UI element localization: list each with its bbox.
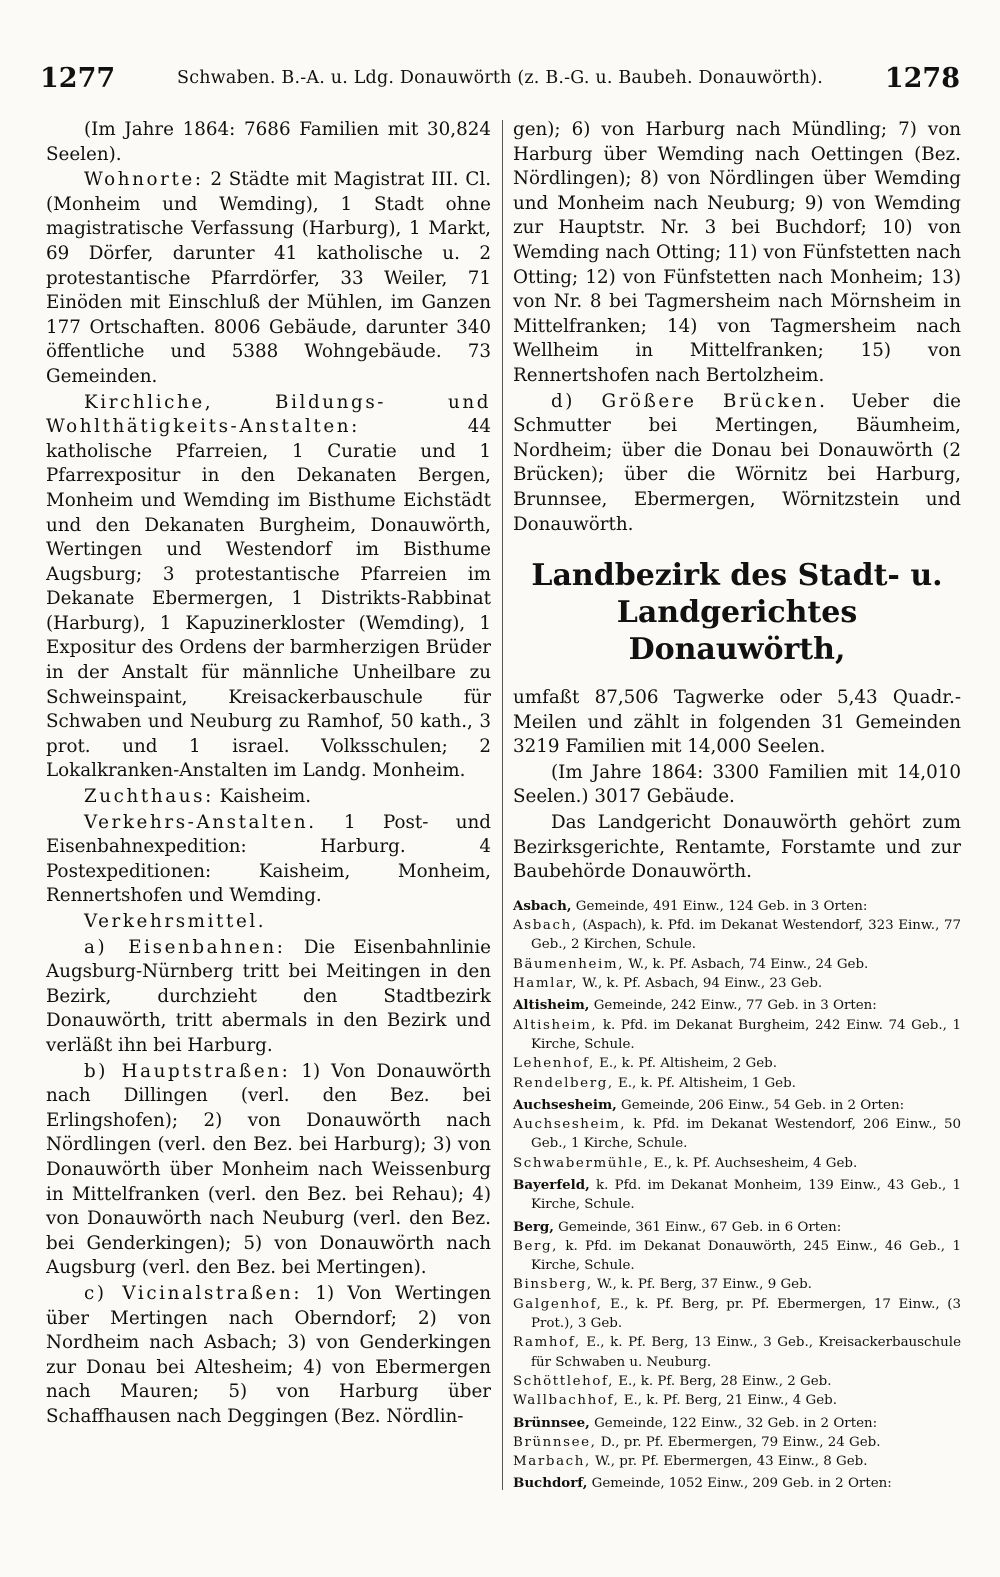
gazetteer-list [513, 897, 961, 1494]
place-name: Schwabermühle, [513, 1155, 650, 1171]
place-name: Berg, [513, 1238, 558, 1254]
place-name: Bayerfeld, [513, 1177, 590, 1193]
place-name: Schöttlehof, [513, 1373, 614, 1389]
place-name: Auchsesheim, [513, 1096, 617, 1113]
right-column [513, 118, 961, 1494]
gazetteer-place [513, 1452, 961, 1471]
gazetteer-municipality [513, 1218, 961, 1237]
gazetteer-place [513, 1433, 961, 1452]
bruecken-heading: d) Größere Brücken. [551, 390, 828, 412]
place-name: Marbach, [513, 1454, 591, 1470]
gazetteer-municipality [513, 1414, 961, 1433]
right-page-number: 1278 [884, 62, 960, 94]
place-name: Ramhof, [513, 1335, 581, 1351]
gazetteer-municipality [513, 1474, 961, 1493]
hauptstrassen-text: 1) Von Donauwörth nach Dillingen (verl. den Bez. bei Erlingshofen); 2) von Donauwörth nach Nördlingen (verl. den Bez. bei Harburg); 3) von Donauwörth über Monheim nach Weissenburg in Mittelfranken (verl. den Bez. bei Rehau); 4) von Donauwörth nach Neuburg (verl. den Bez. bei Genderkingen); 5) von Donauwörth nach Augsburg (verl. den Bez. bei Mertingen). [46, 1060, 491, 1279]
place-details: Gemeinde, 242 Einw., 77 Geb. in 3 Orten: [589, 998, 877, 1014]
place-name: Berg, [513, 1218, 554, 1235]
vicinalstrassen-continued: gen); 6) von Harburg nach Mündling; 7) von Harburg über Wemding nach Oettingen (Bez. Nördlingen); 8) von Nördlingen über Wemding und Monheim nach Neuburg; 9) von Wemding zur Hauptstr. Nr. 3 bei Buchdorf; 10) von Wemding nach Otting; 11) von Fünfstetten nach Otting; 12) von Fünfstetten nach Monheim; 13) von Nr. 8 bei Tagmersheim nach Mörnsheim in Mittelfranken; 14) von Tagmersheim nach Wellheim in Mittelfranken; 15) von Rennertshofen nach Bertolzheim. [513, 119, 961, 386]
eisenbahnen-paragraph [46, 936, 491, 1059]
wohnorte-heading: Wohnorte: [84, 169, 204, 191]
kirchliche-heading: Kirchliche, Bildungs- und Wohlthätigkeits-Anstalten: [46, 391, 491, 438]
place-details: Gemeinde, 361 Einw., 67 Geb. in 6 Orten: [553, 1219, 842, 1235]
gazetteer-municipality [513, 996, 961, 1015]
verkehrs-anstalten-text: 1 Post- und Eisenbahnexpedition: Harburg. 4 Postexpeditionen: Kaisheim, Monheim, Rennertshofen und Wemding. [46, 811, 491, 907]
left-column [46, 118, 491, 1430]
wohnorte-text: 2 Städte mit Magistrat III. Cl. (Monheim und Wemding), 1 Stadt ohne magistratische Verfassung (Harburg), 1 Markt, 69 Dörfer, darunter 41 katholische u. 2 protestantische Pfarrdörfer, 33 Weiler, 71 Einöden mit Einschluß der Mühlen, im Ganzen 177 Ortschaften. 8006 Gebäude, darunter 340 öffentliche und 5388 Wohngebäude. 73 Gemeinden. [46, 169, 492, 387]
place-details: W., k. Pf. Berg, 37 Einw., 9 Geb. [592, 1277, 812, 1293]
place-name: Buchdorf, [513, 1475, 588, 1492]
verkehrs-anstalten-paragraph [46, 811, 491, 909]
place-details: E., k. Pf. Berg, 13 Einw., 3 Geb., Kreisackerbauschule für Schwaben u. Neuburg. [531, 1335, 961, 1370]
place-details: E., k. Pf. Berg, 28 Einw., 2 Geb. [613, 1373, 832, 1389]
zuchthaus-paragraph [46, 785, 491, 810]
place-details: (Aspach), k. Pfd. im Dekanat Westendorf, 323 Einw., 77 Geb., 2 Kirchen, Schule. [531, 918, 961, 953]
hauptstrassen-paragraph [46, 1060, 491, 1281]
gazetteer-place [513, 955, 961, 974]
place-details: k. Pfd. im Dekanat Westendorf, 206 Einw., 50 Geb., 1 Kirche, Schule. [531, 1117, 961, 1152]
eisenbahnen-heading: a) Eisenbahnen: [84, 936, 286, 958]
intro-jurisdiction: Das Landgericht Donauwörth gehört zum Bezirksgerichte, Rentamte, Forstamte und zur Baubehörde Donauwörth. [513, 812, 961, 883]
gazetteer-place [513, 916, 961, 955]
kirchliche-text: 44 katholische Pfarreien, 1 Curatie und 1 Pfarrexpositur in den Dekanaten Bergen, Monheim und Wemding im Bisthume Eichstädt und den Dekanaten Burgheim, Donauwörth, Wertingen und Westendorf im Bisthume Augsburg; 3 protestantische Pfarreien im Dekanate Ebermergen, 1 Distrikts-Rabbinat (Harburg), 1 Kapuzinerkloster (Wemding), 1 Expositur des Ordens der barmherzigen Brüder in der Anstalt für männliche Unheilbare zu Schweinspaint, Kreisackerbauschule für Schwaben und Neuburg zu Ramhof, 50 kath., 3 prot. und 1 israel. Volksschulen; 2 Lokalkranken-Anstalten im Landg. Monheim. [46, 416, 491, 782]
place-name: Brünnsee, [513, 1434, 597, 1450]
gazetteer-place [513, 1372, 961, 1391]
place-name: Brünnsee, [513, 1414, 590, 1431]
hauptstrassen-heading: b) Hauptstraßen: [84, 1060, 291, 1082]
zuchthaus-heading: Zuchthaus: [84, 786, 214, 808]
vicinalstrassen-heading: c) Vicinalstraßen: [84, 1282, 303, 1304]
vicinalstrassen-text: 1) Von Wertingen über Mertingen nach Oberndorf; 2) von Nordheim nach Asbach; 3) von Genderkingen zur Donau bei Altesheim; 4) von Ebermergen nach Mauren; 5) von Harburg über Schaffhausen nach Deggingen (Bez. Nördlin- [46, 1282, 491, 1427]
bruecken-paragraph [513, 390, 961, 538]
place-details: E., k. Pf. Altisheim, 2 Geb. [594, 1056, 777, 1072]
gazetteer-place [513, 974, 961, 993]
place-name: Galgenhof, [513, 1296, 603, 1312]
vicinalstrassen-paragraph [46, 1282, 491, 1430]
gazetteer-place [513, 1275, 961, 1294]
gazetteer-place [513, 1054, 961, 1073]
place-details: E., k. Pf. Auchsesheim, 4 Geb. [649, 1155, 858, 1171]
place-details: Gemeinde, 1052 Einw., 209 Geb. in 2 Orten: [587, 1476, 892, 1492]
wohnorte-paragraph [46, 168, 491, 389]
place-details: Gemeinde, 122 Einw., 32 Geb. in 2 Orten: [589, 1415, 878, 1431]
section-title: Landbezirk des Stadt- u. Landgerichtes Donauwörth, [531, 558, 943, 668]
place-details: Gemeinde, 206 Einw., 54 Geb. in 2 Orten: [616, 1097, 905, 1113]
gazetteer-place [513, 1074, 961, 1093]
gazetteer-place [513, 1333, 961, 1372]
running-title: Schwaben. B.-A. u. Ldg. Donauwörth (z. B.-G. u. Baubeh. Donauwörth). [177, 68, 823, 88]
gazetteer-place [513, 1016, 961, 1055]
place-details: E., k. Pf. Berg, pr. Pf. Ebermergen, 17 Einw., (3 Prot.), 3 Geb. [531, 1296, 961, 1332]
eisenbahnen-text: Die Eisenbahnlinie Augsburg-Nürnberg tritt bei Meitingen in den Bezirk, durchzieht den Stadtbezirk Donauwörth, tritt abermals in den Bezirk und verläßt ihn bei Harburg. [46, 936, 491, 1056]
gazetteer-municipality [513, 1176, 961, 1215]
place-name: Lehenhof, [513, 1056, 595, 1072]
verkehrs-anstalten-heading: Verkehrs-Anstalten. [84, 811, 317, 833]
place-name: Binsberg, [513, 1277, 593, 1293]
place-details: k. Pfd. im Dekanat Monheim, 139 Einw., 43 Geb., 1 Kirche, Schule. [531, 1178, 961, 1213]
place-name: Asbach, [513, 897, 572, 914]
intro-area: umfaßt 87,506 Tagwerke oder 5,43 Quadr.-Meilen und zählt in folgenden 31 Gemeinden 3219 Familien mit 14,000 Seelen. [513, 687, 961, 758]
place-name: Wallbachhof, [513, 1393, 620, 1409]
intro-1864: (Im Jahre 1864: 3300 Familien mit 14,010 Seelen.) 3017 Gebäude. [513, 761, 961, 808]
zuchthaus-text: Kaisheim. [219, 786, 312, 808]
kirchliche-paragraph [46, 391, 491, 785]
gazetteer-municipality [513, 897, 961, 916]
verkehrsmittel-heading [46, 910, 491, 935]
families-note: (Im Jahre 1864: 7686 Familien mit 30,824 Seelen). [46, 119, 491, 165]
place-name: Rendelberg, [513, 1075, 614, 1091]
gazetteer-municipality [513, 1096, 961, 1115]
place-name: Asbach, [513, 918, 578, 934]
bruecken-text: Ueber die Schmutter bei Mertingen, Bäumheim, Nordheim; über die Donau bei Donauwörth (2 Brücken); über die Wörnitz bei Harburg, Brunnsee, Ebermergen, Wörnitzstein und Donauwörth. [513, 390, 961, 535]
place-details: k. Pfd. im Dekanat Donauwörth, 245 Einw., 46 Geb., 1 Kirche, Schule. [531, 1238, 961, 1274]
place-name: Bäumenheim, [513, 956, 625, 972]
gazetteer-place [513, 1391, 961, 1410]
place-details: D., pr. Pf. Ebermergen, 79 Einw., 24 Geb. [596, 1434, 881, 1450]
place-details: E., k. Pf. Berg, 21 Einw., 4 Geb. [619, 1393, 837, 1409]
left-page-number: 1277 [40, 62, 116, 94]
gazetteer-place [513, 1237, 961, 1276]
page-header [40, 58, 960, 98]
place-details: Gemeinde, 491 Einw., 124 Geb. in 3 Orten: [571, 898, 868, 914]
gazetteer-place [513, 1295, 961, 1334]
place-details: W., pr. Pf. Ebermergen, 43 Einw., 8 Geb. [590, 1454, 868, 1470]
place-name: Altisheim, [513, 1017, 598, 1033]
place-details: E., k. Pf. Altisheim, 1 Geb. [613, 1075, 796, 1091]
place-details: W., k. Pf. Asbach, 94 Einw., 23 Geb. [578, 976, 823, 992]
column-divider [502, 120, 503, 1490]
gazetteer-place [513, 1115, 961, 1154]
place-details: k. Pfd. im Dekanat Burgheim, 242 Einw. 74 Geb., 1 Kirche, Schule. [531, 1017, 961, 1052]
verkehrsmittel-heading-text: Verkehrsmittel. [84, 911, 267, 932]
place-name: Auchsesheim, [513, 1117, 627, 1133]
place-details: W., k. Pf. Asbach, 74 Einw., 24 Geb. [624, 956, 869, 972]
place-name: Hamlar, [513, 976, 579, 992]
place-name: Altisheim, [513, 997, 590, 1014]
gazetteer-place [513, 1154, 961, 1173]
